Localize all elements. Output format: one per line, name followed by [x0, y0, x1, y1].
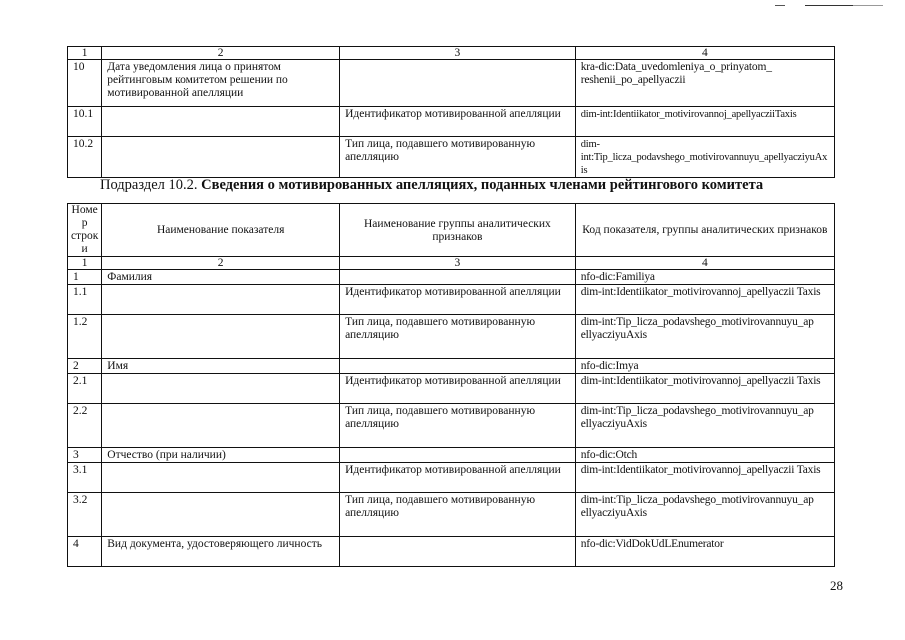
analytic-group: [340, 448, 576, 463]
row-number: 2.1: [68, 374, 102, 404]
column-number: 2: [102, 257, 340, 270]
column-number: 3: [340, 257, 576, 270]
table-10-1-continuation: [67, 46, 835, 178]
indicator-code: nfo-dic:VidDokUdLEnumerator: [575, 537, 834, 567]
indicator-code: dim-int:Tip_licza_podavshego_motivirovannuyu_ap ellyacziyuAxis: [575, 404, 834, 448]
table-row: [68, 107, 835, 137]
indicator-name: [102, 404, 340, 448]
indicator-code: dim-int:Tip_licza_podavshego_motivirovannuyu_ap ellyacziyuAxis: [575, 493, 834, 537]
indicator-name: [102, 463, 340, 493]
row-number: 3.2: [68, 493, 102, 537]
column-number: 4: [575, 257, 834, 270]
column-number-row: [68, 257, 835, 270]
analytic-group: Идентификатор мотивированной апелляции: [340, 463, 576, 493]
indicator-name: Вид документа, удостоверяющего личность: [102, 537, 340, 567]
column-number: 4: [575, 47, 834, 60]
column-header: Номер строки: [68, 204, 102, 257]
indicator-name: Фамилия: [102, 270, 340, 285]
indicator-name: [102, 137, 340, 178]
row-number: 3.1: [68, 463, 102, 493]
indicator-name: [102, 107, 340, 137]
analytic-group: Тип лица, подавшего мотивированную апелляцию: [340, 404, 576, 448]
table-row: [68, 359, 835, 374]
subsection-heading: [100, 177, 860, 194]
table-row: [68, 404, 835, 448]
analytic-group: Идентификатор мотивированной апелляции: [340, 285, 576, 315]
table-10-2: [67, 203, 835, 567]
column-number: 3: [340, 47, 576, 60]
column-number: 1: [68, 47, 102, 60]
subsection-title: Сведения о мотивированных апелляциях, поданных членами рейтингового комитета: [201, 177, 764, 193]
indicator-code: dim-int:Identiikator_motivirovannoj_apellyacziiTaxis: [575, 107, 834, 137]
column-header: Код показателя, группы аналитических признаков: [575, 204, 834, 257]
table-row: [68, 463, 835, 493]
analytic-group: Тип лица, подавшего мотивированную апелляцию: [340, 315, 576, 359]
indicator-code: kra-dic:Data_uvedomleniya_o_prinyatom_ reshenii_po_apellyaczii: [575, 60, 834, 107]
row-number: 1: [68, 270, 102, 285]
table-row: [68, 285, 835, 315]
table-row: [68, 315, 835, 359]
analytic-group: Идентификатор мотивированной апелляции: [340, 374, 576, 404]
indicator-code: nfo-dic:Familiya: [575, 270, 834, 285]
indicator-name: [102, 315, 340, 359]
column-number-row: [68, 47, 835, 60]
indicator-name: Имя: [102, 359, 340, 374]
table-row: [68, 374, 835, 404]
row-number: 10.2: [68, 137, 102, 178]
column-number: 1: [68, 257, 102, 270]
indicator-code: dim-int:Tip_licza_podavshego_motivirovannuyu_apellyacziyuAxis: [575, 137, 834, 178]
row-number: 1.2: [68, 315, 102, 359]
table-row: [68, 537, 835, 567]
table-row: [68, 270, 835, 285]
row-number: 10: [68, 60, 102, 107]
indicator-code: nfo-dic:Otch: [575, 448, 834, 463]
analytic-group: Тип лица, подавшего мотивированную апелляцию: [340, 137, 576, 178]
row-number: 1.1: [68, 285, 102, 315]
indicator-code: dim-int:Identiikator_motivirovannoj_apellyaczii Taxis: [575, 374, 834, 404]
analytic-group: [340, 359, 576, 374]
analytic-group: [340, 60, 576, 107]
scan-artifact: [775, 3, 885, 9]
column-header: Наименование группы аналитических признаков: [340, 204, 576, 257]
row-number: 4: [68, 537, 102, 567]
indicator-code: dim-int:Identiikator_motivirovannoj_apellyaczii Taxis: [575, 285, 834, 315]
indicator-name: Дата уведомления лица о принятом рейтинговым комитетом решении по мотивированной апелляции: [102, 60, 340, 107]
indicator-code: dim-int:Tip_licza_podavshego_motivirovannuyu_ap ellyacziyuAxis: [575, 315, 834, 359]
column-number: 2: [102, 47, 340, 60]
row-number: 2.2: [68, 404, 102, 448]
table-row: [68, 137, 835, 178]
indicator-name: [102, 493, 340, 537]
indicator-name: [102, 374, 340, 404]
table-header-row: [68, 204, 835, 257]
page-number: 28: [830, 578, 843, 593]
row-number: 3: [68, 448, 102, 463]
row-number: 2: [68, 359, 102, 374]
table-row: [68, 60, 835, 107]
column-header: Наименование показателя: [102, 204, 340, 257]
indicator-name: Отчество (при наличии): [102, 448, 340, 463]
indicator-code: dim-int:Identiikator_motivirovannoj_apellyaczii Taxis: [575, 463, 834, 493]
analytic-group: Идентификатор мотивированной апелляции: [340, 107, 576, 137]
analytic-group: [340, 270, 576, 285]
table-row: [68, 493, 835, 537]
indicator-name: [102, 285, 340, 315]
row-number: 10.1: [68, 107, 102, 137]
analytic-group: [340, 537, 576, 567]
subsection-number: Подраздел 10.2.: [100, 177, 198, 193]
analytic-group: Тип лица, подавшего мотивированную апелляцию: [340, 493, 576, 537]
indicator-code: nfo-dic:Imya: [575, 359, 834, 374]
table-row: [68, 448, 835, 463]
